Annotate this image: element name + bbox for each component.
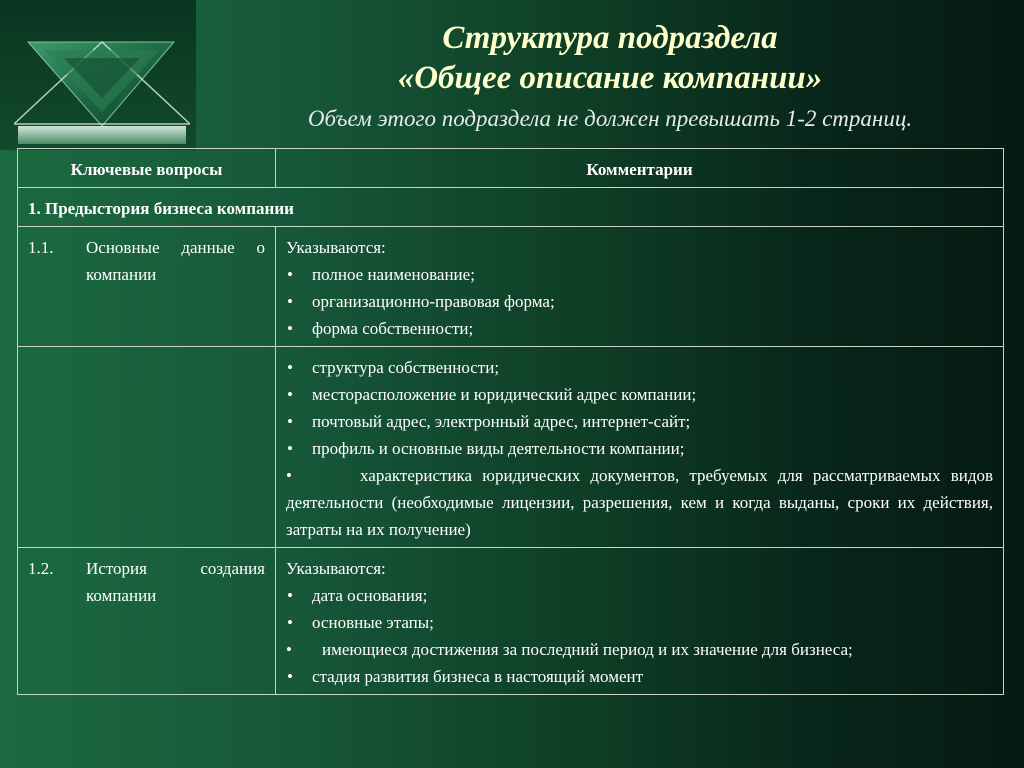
- list-item: • полное наименование;: [287, 265, 475, 284]
- question-cell-empty: [18, 347, 276, 548]
- comment-cell: [276, 548, 1004, 695]
- list-item: • форма собственности;: [287, 319, 474, 338]
- structure-table: [17, 148, 1004, 695]
- page-title-line-1: Структура подраздела: [442, 20, 778, 56]
- question-label: [28, 234, 265, 288]
- list-item: • структура собственности;: [287, 358, 500, 377]
- comment-intro: Указываются:: [286, 238, 386, 257]
- question-number: 1.2.: [28, 559, 54, 578]
- table-row: [18, 347, 1004, 548]
- list-item: • месторасположение и юридический адрес компании;: [287, 385, 697, 404]
- question-text: История создания компании: [86, 559, 265, 605]
- list-item: • профиль и основные виды деятельности компании;: [287, 439, 685, 458]
- question-number: 1.1.: [28, 238, 54, 257]
- title-block: [196, 18, 1024, 98]
- comment-intro: Указываются:: [286, 559, 386, 578]
- table-row: [18, 227, 1004, 347]
- question-label: [28, 555, 265, 609]
- question-cell: [18, 227, 276, 347]
- header-key-questions: Ключевые вопросы: [18, 149, 276, 188]
- list-item: • основные этапы;: [287, 613, 434, 632]
- section-title: 1. Предыстория бизнеса компании: [18, 188, 1004, 227]
- question-text: Основные данные о компании: [86, 238, 265, 284]
- page-title-line-2: «Общее описание компании»: [397, 60, 823, 96]
- list-item-long: • характеристика юридических документов, требуемых для рассматриваемых видов деятельности (необходимые лицензии, разрешения, кем и когда выданы, сроки их действия, затраты на их получение): [286, 466, 993, 539]
- page-subtitle: Объем этого подраздела не должен превышать 1-2 страниц.: [307, 106, 913, 131]
- table-row: [18, 548, 1004, 695]
- header-comments: Комментарии: [276, 149, 1004, 188]
- list-item: • дата основания;: [287, 586, 428, 605]
- list-item: • почтовый адрес, электронный адрес, интернет-сайт;: [287, 412, 691, 431]
- list-item: • стадия развития бизнеса в настоящий момент: [287, 667, 644, 686]
- list-item: • организационно-правовая форма;: [287, 292, 555, 311]
- comment-cell: [276, 227, 1004, 347]
- section-row: [18, 188, 1004, 227]
- question-cell: [18, 548, 276, 695]
- table-header-row: [18, 149, 1004, 188]
- green-prism-logo-icon: [14, 38, 190, 148]
- comment-cell: [276, 347, 1004, 548]
- list-item-long: • имеющиеся достижения за последний период и их значение для бизнеса;: [286, 640, 853, 659]
